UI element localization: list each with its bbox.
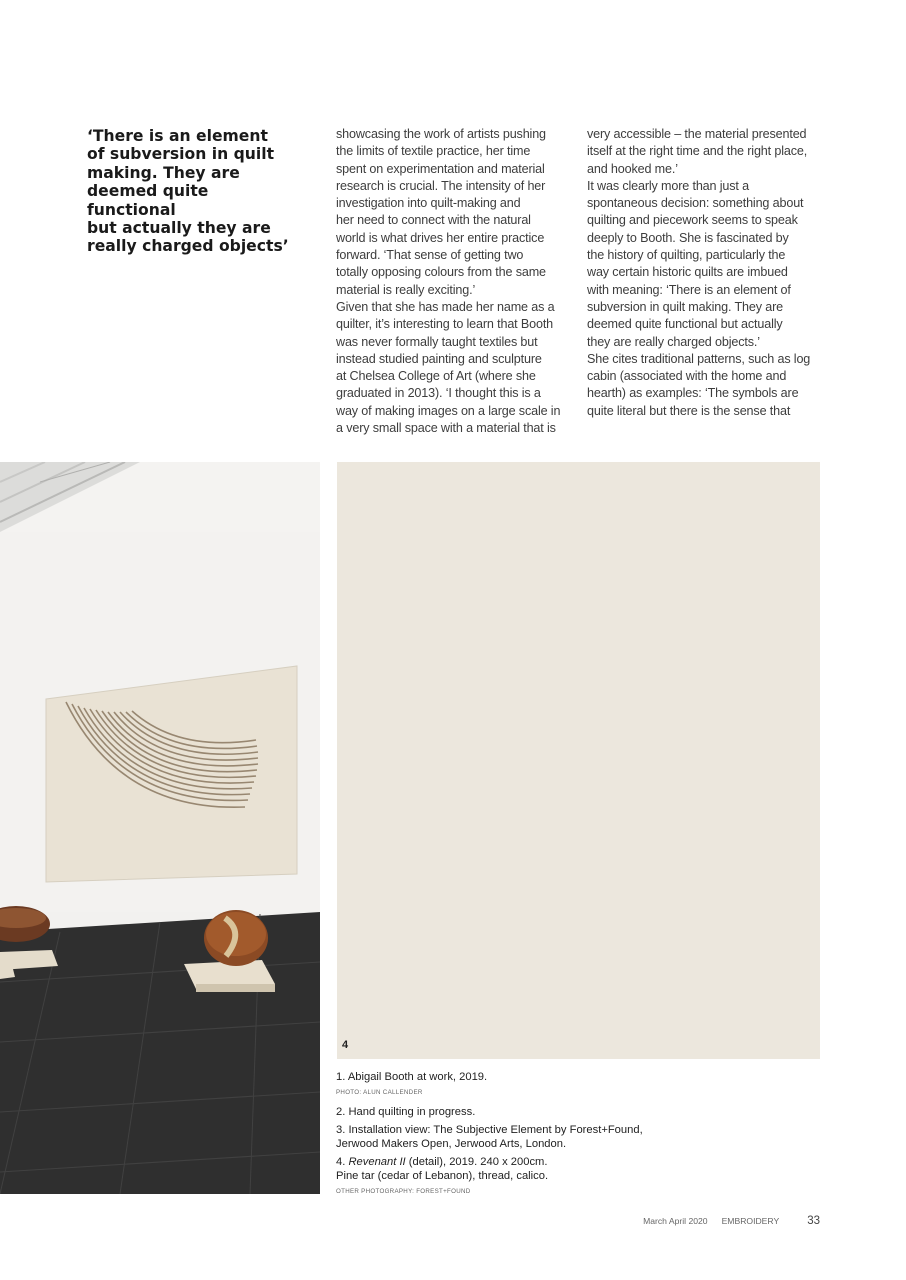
quilt-illustration bbox=[337, 462, 820, 1059]
text-line: material is really exciting.’ bbox=[336, 282, 476, 297]
text-line: Given that she has made her name as a bbox=[336, 299, 555, 314]
text-line: the history of quilting, particularly the bbox=[587, 248, 786, 263]
text-line: the limits of textile practice, her time bbox=[336, 144, 531, 159]
issue-date: March April 2020 bbox=[643, 1216, 708, 1226]
text-line: graduated in 2013). ‘I thought this is a bbox=[336, 386, 541, 401]
pull-quote-line: but actually they are bbox=[87, 219, 271, 238]
gallery-installation-photo bbox=[0, 462, 320, 1194]
text-line: forward. ‘That sense of getting two bbox=[336, 248, 524, 263]
text-line: hearth) as examples: ‘The symbols are bbox=[587, 386, 799, 401]
pull-quote-line: ‘There is an element bbox=[87, 127, 268, 145]
caption-1: 1. Abigail Booth at work, 2019. bbox=[336, 1071, 488, 1083]
caption-3-cont: Jerwood Makers Open, Jerwood Arts, London. bbox=[336, 1138, 567, 1150]
text-line: world is what drives her entire practice bbox=[336, 230, 545, 245]
text-line: way of making images on a large scale in bbox=[336, 403, 561, 418]
text-line: deeply to Booth. She is fascinated by bbox=[587, 230, 789, 245]
revenant-quilt-detail-photo bbox=[337, 462, 820, 1059]
body-column-middle bbox=[336, 126, 574, 437]
text-line: She cites traditional patterns, such as log bbox=[587, 351, 811, 366]
page-footer bbox=[643, 1215, 820, 1227]
caption-4-details: (detail), 2019. 240 x 200cm. bbox=[405, 1156, 548, 1168]
text-line: showcasing the work of artists pushing bbox=[336, 127, 546, 141]
text-line: with meaning: ‘There is an element of bbox=[587, 282, 791, 297]
pull-quote-line: really charged objects’ bbox=[87, 237, 289, 256]
caption-2: 2. Hand quilting in progress. bbox=[336, 1106, 476, 1118]
text-line: and hooked me.’ bbox=[587, 161, 678, 176]
photo-credit: PHOTO: ALUN CALLENDER bbox=[336, 1089, 423, 1096]
text-line: a very small space with a material that is bbox=[336, 421, 556, 436]
text-line: cabin (associated with the home and bbox=[587, 369, 787, 384]
photo-captions bbox=[336, 1070, 656, 1204]
text-line: they are really charged objects.’ bbox=[587, 334, 760, 349]
caption-4-prefix: 4. bbox=[336, 1156, 349, 1168]
text-line: deemed quite functional but actually bbox=[587, 317, 783, 332]
caption-3: 3. Installation view: The Subjective Element by Forest+Found, bbox=[336, 1124, 643, 1136]
pull-quote-line: making. They are bbox=[87, 163, 240, 182]
text-line: spent on experimentation and material bbox=[336, 161, 545, 176]
text-line: quilter, it’s interesting to learn that Booth bbox=[336, 317, 554, 332]
pull-quote bbox=[87, 127, 302, 256]
pull-quote-line: of subversion in quilt bbox=[87, 145, 275, 164]
text-line: was never formally taught textiles but bbox=[336, 334, 538, 349]
text-line: her need to connect with the natural bbox=[336, 213, 531, 228]
caption-4-cont: Pine tar (cedar of Lebanon), thread, calico. bbox=[336, 1170, 549, 1182]
text-line: quite literal but there is the sense that bbox=[587, 403, 791, 418]
text-line: quilting and piecework seems to speak bbox=[587, 213, 798, 228]
caption-4 bbox=[336, 1155, 656, 1169]
text-line: It was clearly more than just a bbox=[587, 178, 749, 193]
other-photo-credit: OTHER PHOTOGRAPHY: FOREST+FOUND bbox=[336, 1188, 471, 1195]
text-line: totally opposing colours from the same bbox=[336, 265, 546, 280]
pull-quote-line: deemed quite functional bbox=[87, 182, 209, 219]
text-line: very accessible – the material presented bbox=[587, 127, 807, 141]
text-line: at Chelsea College of Art (where she bbox=[336, 369, 536, 384]
page-number: 33 bbox=[807, 1215, 820, 1227]
text-line: research is crucial. The intensity of her bbox=[336, 178, 546, 193]
text-line: itself at the right time and the right place, bbox=[587, 144, 808, 159]
text-line: investigation into quilt-making and bbox=[336, 196, 521, 211]
body-column-right bbox=[587, 126, 827, 420]
text-line: way certain historic quilts are imbued bbox=[587, 265, 788, 280]
artwork-title: Revenant II bbox=[348, 1156, 406, 1168]
figure-number: 4 bbox=[342, 1039, 349, 1051]
magazine-name: EMBROIDERY bbox=[721, 1216, 780, 1226]
text-line: spontaneous decision: something about bbox=[587, 196, 804, 211]
gallery-illustration bbox=[0, 462, 320, 1194]
text-line: subversion in quilt making. They are bbox=[587, 299, 783, 314]
text-line: instead studied painting and sculpture bbox=[336, 351, 542, 366]
